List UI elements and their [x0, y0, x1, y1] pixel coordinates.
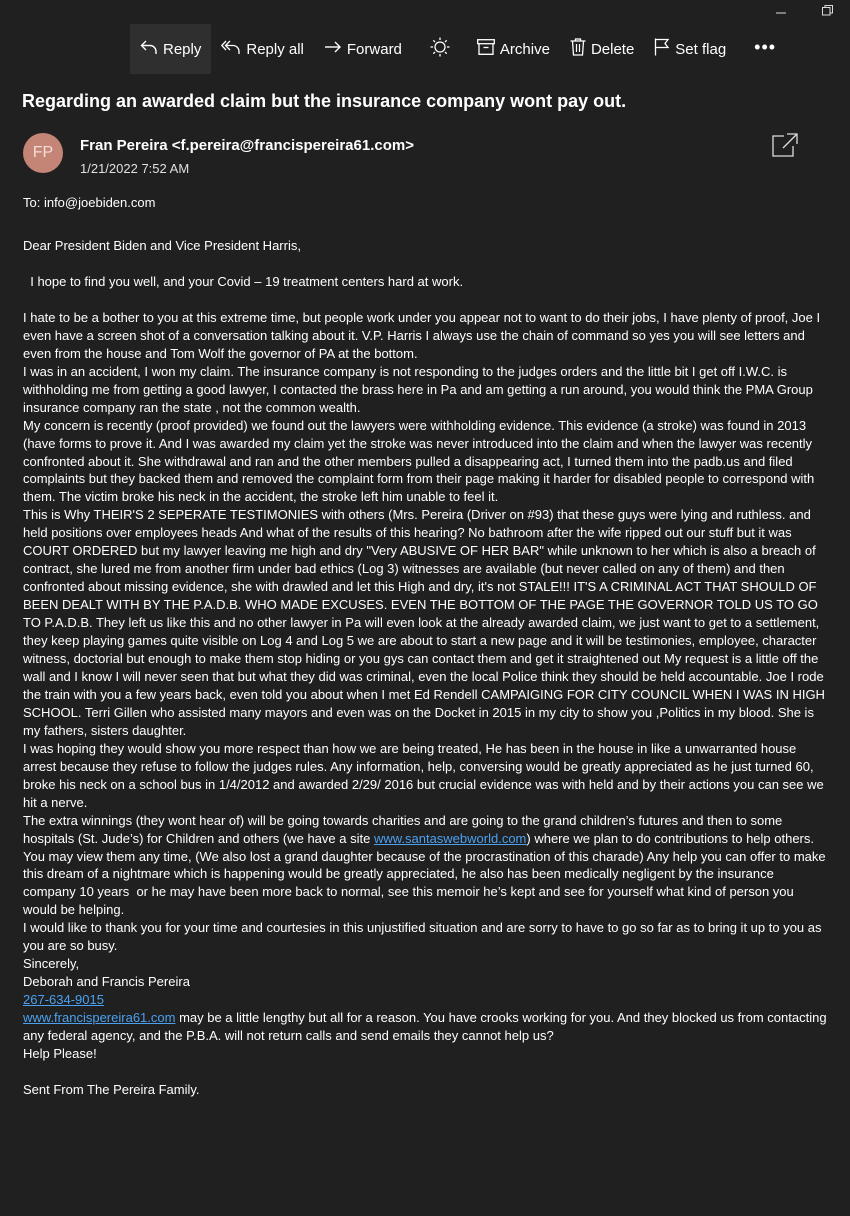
- p6-text-end: ) where we plan to do contributions to help others. You may view them any time, (We also lost a grand daughter because of the procrastination of this charade) Any help you can offer to make this dream of a nightmare which is happening would be greatly appreciated, he also has been medically negligent by the insurance company 10 years or he may have been more back to normal, see this memoir he’s kept and see for yourself what kind of person you would be helping.: [23, 830, 826, 918]
- reply-icon: [140, 39, 163, 59]
- delete-label: Delete: [590, 40, 635, 58]
- delete-button[interactable]: [560, 24, 644, 74]
- recipient-line: To: info@joebiden.com: [23, 195, 156, 210]
- website-text: may be a little lengthy but all for a reason. You have crooks working for you. And they blocked us from contacting any federal agency, and the P.B.A. will not return calls and send emails they cannot help us?: [23, 1010, 827, 1044]
- sun-icon: [430, 37, 455, 61]
- phone-line: [23, 991, 829, 1009]
- minimize-icon[interactable]: [758, 2, 804, 18]
- reply-button[interactable]: [130, 24, 211, 74]
- body-paragraph-1: I hate to be a bother to you at this extreme time, but people work under you appear not to want to do their jobs, I have plenty of proof, Joe I even have a screen shot of a conversation talking about it. V.P. Harris I always use the chain of command so yes you will see letters and even from the house and Tom Wolf the governor of PA at the bottom.: [23, 309, 821, 361]
- greeting: Dear President Biden and Vice President Harris,: [23, 238, 301, 253]
- sender[interactable]: Fran Pereira <f.pereira@francispereira61.com>: [80, 137, 414, 154]
- sent-from: Sent From The Pereira Family.: [23, 1081, 200, 1097]
- popout-icon: [772, 144, 798, 161]
- avatar: [23, 133, 63, 173]
- closing: Sincerely,: [23, 956, 80, 972]
- window-controls: [758, 2, 850, 18]
- p6-text-start: The extra winnings (they wont hear of) will be going towards charities and are going to the grand children’s futures and then to some hospitals (St. Jude’s) for Children and others (we have a site: [23, 812, 783, 846]
- reply-all-label: Reply all: [246, 40, 304, 58]
- archive-icon: [477, 39, 500, 59]
- forward-button[interactable]: [314, 24, 412, 74]
- forward-label: Forward: [346, 40, 402, 58]
- set-flag-label: Set flag: [675, 40, 727, 58]
- body-paragraph-4: This is Why THEIR'S 2 SEPERATE TESTIMONIES with others (Mrs. Pereira (Driver on #93) that these guys were lying and ruthless. and held positions over employees heads And what of the results of this hearing? No bathroom after the wife ripped out our stuff but it was COURT ORDERED but my lawyer leaving me high and dry "Very ABUSIVE OF HER BAR" while unknown to her which is also a breach of contract, she lured me from another firm under bad ethics (Log 3) witnesses are available (but never called on any of them) and then confronted about missing evidence, she with drawled and let this High and dry, it's not STALE!!! IT'S A CRIMINAL ACT THAT SHOULD OF BEEN DEALT WITH BY THE P.A.D.B. WHO MADE EXCUSES. EVEN THE BOTTOM OF THE PAGE THE GOVERNOR TOLD US TO GO TO P.A.D.B. They left us like this and no other lawyer in Pa will even look at the already awarded claim, we just want to get to a settlement, they keep playing games quite visible on Log 4 and Log 5 we are about to start a new page and it will be testimonies, employee, character witness, doctorial but enough to make them stop hiding or you gys can contact them and get it straightened out My request is a little off the wall and I know I will never seen that but what they did was criminal, even the local Police think they should be held accountable. Joe I rode the train with you a few years back, even told you about when I met Ed Rendell CAMPAIGING FOR CITY COUNCIL WHEN I WAS IN HIGH SCHOOL. Terri Gillen who assisted many mayors and even was on the Docket in 2015 in my city to show you ,Politics in my blood. She is my fathers, sisters daughter.: [23, 507, 825, 738]
- archive-label: Archive: [499, 40, 550, 58]
- body-paragraph-6: [23, 812, 829, 920]
- archive-button[interactable]: [467, 24, 560, 74]
- reply-all-icon: [221, 39, 246, 59]
- body-paragraph-3: My concern is recently (proof provided) we found out the lawyers were withholding evidence. This evidence (a stroke) was found in 2013 (have forms to prove it. And I was awarded my claim yet the stroke was never introduced into the claim and when the lawyer was recently confronted about it. She withdrawal and ran and the other members pulled a disappearing act, I turned them into the padb.us and filed complaints but they backed them and removed the complaint form from their page making it harder for disabled people to correspond with them. The victim broke his neck in the accident, the stroke left him unable to feel it.: [23, 417, 815, 505]
- body-paragraph-2: I was in an accident, I won my claim. The insurance company is not responding to the judges orders and the little bit I get off I.W.C. is withholding me from getting a good lawyer, I contacted the brass here in Pa and am getting a run around, you would think the PMA Group insurance company ran the state , not the common wealth.: [23, 363, 813, 415]
- more-icon: •••: [754, 36, 777, 57]
- reply-label: Reply: [163, 40, 202, 58]
- email-body: [23, 237, 829, 1099]
- francispereira-link[interactable]: www.francispereira61.com: [23, 1010, 176, 1026]
- website-paragraph: [23, 1009, 829, 1045]
- email-subject: Regarding an awarded claim but the insurance company wont pay out.: [22, 91, 627, 111]
- set-flag-button[interactable]: [644, 24, 736, 74]
- theme-button[interactable]: [412, 24, 467, 74]
- sent-date: 1/21/2022 7:52 AM: [80, 161, 190, 176]
- trash-icon: [570, 38, 591, 60]
- popout-button[interactable]: [772, 133, 798, 162]
- santaswebworld-link[interactable]: www.santaswebworld.com: [373, 830, 527, 846]
- restore-icon[interactable]: [804, 2, 850, 18]
- flag-icon: [654, 38, 675, 60]
- intro-paragraph: I hope to find you well, and your Covid – 19 treatment centers hard at work.: [23, 273, 464, 289]
- forward-icon: [324, 39, 347, 59]
- body-paragraph-7: I would like to thank you for your time and courtesies in this unjustified situation and are sorry to have to go so far as to bring it up to you as you are so busy.: [23, 920, 822, 954]
- signature: Deborah and Francis Pereira: [23, 974, 190, 990]
- phone-link[interactable]: 267-634-9015: [23, 992, 104, 1008]
- more-actions-button[interactable]: [736, 22, 790, 76]
- reply-all-button[interactable]: [211, 24, 314, 74]
- body-paragraph-5: I was hoping they would show you more respect than how we are being treated, He has been in the house in like a unwarranted house arrest because they refuse to follow the judges rules. Any information, help, conversing would be greatly appreciated as he just turned 60, broke his neck on a school bus in 1/4/2012 and awarded 2/29/ 2016 but crucial evidence was with held and by their actions you can see we hit a nerve.: [23, 740, 824, 810]
- avatar-initials: FP: [32, 144, 54, 161]
- help-line: Help Please!: [23, 1045, 97, 1061]
- message-toolbar: [130, 24, 790, 74]
